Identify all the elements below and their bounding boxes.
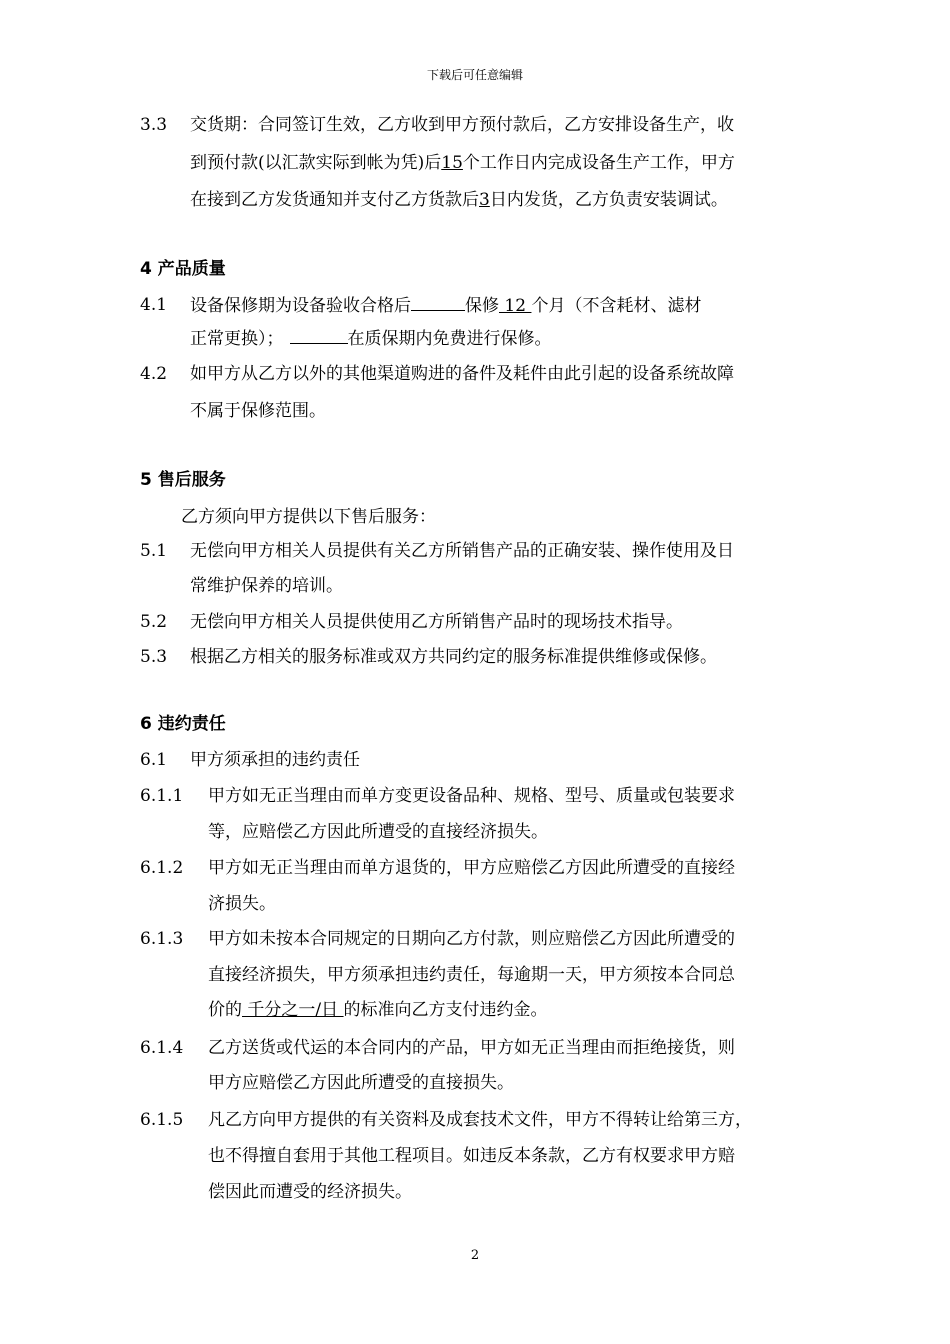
- underlined-value: 12: [499, 296, 532, 316]
- clause-text: 不属于保修范围。: [190, 401, 326, 421]
- clause-number: 6.1: [140, 750, 168, 770]
- section-intro: 乙方须向甲方提供以下售后服务：: [181, 507, 436, 527]
- clause-text: 也不得擅自套用于其他工程项目。如违反本条款，乙方有权要求甲方赔: [208, 1146, 735, 1166]
- underlined-value: 千分之一/日: [242, 1000, 344, 1020]
- clause-number: 3.3: [140, 115, 168, 135]
- text-run: 个工作日内完成设备生产工作，甲方: [462, 153, 735, 173]
- clause-text: [208, 999, 548, 1021]
- clause-text: 甲方如无正当理由而单方退货的，甲方应赔偿乙方因此所遭受的直接经: [208, 858, 735, 878]
- clause-number: 6.1.3: [140, 929, 184, 949]
- page-number: 2: [470, 1248, 480, 1263]
- text-run: 保修: [465, 296, 499, 316]
- section-heading: 6 违约责任: [140, 714, 226, 734]
- clause-number: 6.1.1: [140, 786, 184, 806]
- clause-text: 等，应赔偿乙方因此所遭受的直接经济损失。: [208, 822, 548, 842]
- clause-text: [190, 152, 735, 174]
- clause-number: 5.2: [140, 612, 168, 632]
- clause-number: 4.2: [140, 364, 168, 384]
- section-heading: 5 售后服务: [140, 470, 226, 490]
- clause-text: [190, 189, 728, 211]
- clause-number: 6.1.5: [140, 1110, 184, 1130]
- clause-text: 直接经济损失，甲方须承担违约责任，每逾期一天，甲方须按本合同总: [208, 965, 735, 985]
- clause-text: 甲方如无正当理由而单方变更设备品种、规格、型号、质量或包装要求: [208, 786, 735, 806]
- text-run: 设备保修期为设备验收合格后: [190, 296, 411, 316]
- clause-text: 如甲方从乙方以外的其他渠道购进的备件及耗件由此引起的设备系统故障: [190, 364, 734, 384]
- clause-number: 5.3: [140, 647, 168, 667]
- clause-text: 甲方应赔偿乙方因此所遭受的直接损失。: [208, 1073, 514, 1093]
- clause-text: 偿因此而遭受的经济损失。: [208, 1182, 412, 1202]
- clause-text: 甲方须承担的违约责任: [190, 750, 360, 770]
- text-run: 正常更换）；: [190, 329, 284, 349]
- fill-in-blank: [411, 294, 465, 311]
- clause-number: 6.1.2: [140, 858, 184, 878]
- text-run: 的标准向乙方支付违约金。: [343, 1000, 548, 1020]
- clause-number: 6.1.4: [140, 1038, 184, 1058]
- clause-text: [190, 327, 552, 350]
- clause-text: 甲方如未按本合同规定的日期向乙方付款，则应赔偿乙方因此所遭受的: [208, 929, 735, 949]
- text-run: 日内发货，乙方负责安装调试。: [489, 190, 728, 210]
- clause-number: 5.1: [140, 541, 168, 561]
- clause-text: [190, 294, 701, 317]
- fill-in-blank: [290, 327, 348, 344]
- clause-text: 乙方送货或代运的本合同内的产品，甲方如无正当理由而拒绝接货，则: [208, 1038, 735, 1058]
- text-run: 个月（不含耗材、滤材: [531, 296, 702, 316]
- text-run: 在接到乙方发货通知并支付乙方货款后: [190, 190, 479, 210]
- clause-text: 无偿向甲方相关人员提供有关乙方所销售产品的正确安装、操作使用及日: [190, 541, 734, 561]
- text-run: 价的: [208, 1000, 242, 1020]
- clause-number: 4.1: [140, 295, 168, 315]
- text-run: 在质保期内免费进行保修。: [347, 329, 552, 349]
- underlined-value: 15: [441, 153, 463, 173]
- text-run: 到预付款(以汇款实际到帐为凭)后: [190, 153, 442, 173]
- clause-text: 无偿向甲方相关人员提供使用乙方所销售产品时的现场技术指导。: [190, 612, 683, 632]
- clause-text: 济损失。: [208, 894, 276, 914]
- clause-text: 常维护保养的培训。: [190, 576, 343, 596]
- underlined-value: 3: [479, 190, 490, 210]
- page-header: 下载后可任意编辑: [426, 68, 523, 82]
- clause-text: 交货期：合同签订生效，乙方收到甲方预付款后，乙方安排设备生产，收: [190, 115, 734, 135]
- clause-text: 凡乙方向甲方提供的有关资料及成套技术文件，甲方不得转让给第三方，: [208, 1110, 752, 1130]
- section-heading: 4 产品质量: [140, 259, 226, 279]
- clause-text: 根据乙方相关的服务标准或双方共同约定的服务标准提供维修或保修。: [190, 647, 717, 667]
